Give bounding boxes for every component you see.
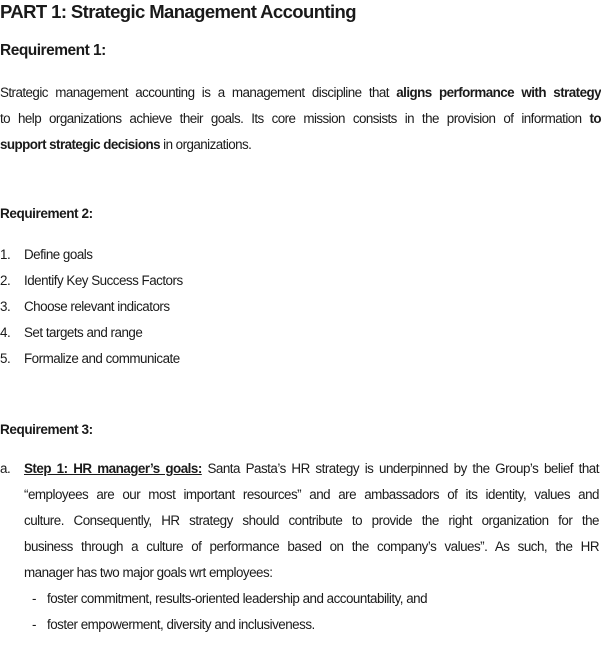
paragraph-line: culture. Consequently, HR strategy should contribute to provide the right organization for the	[24, 513, 599, 528]
paragraph-line	[0, 80, 601, 106]
list-item	[0, 268, 183, 294]
list-item	[0, 586, 427, 612]
requirement-3-heading: Requirement 3:	[0, 422, 93, 437]
text-run: Santa Pasta’s HR strategy is underpinned by the Group’s belief that	[201, 461, 599, 476]
list-item-label: Choose relevant indicators	[24, 299, 170, 314]
emphasis-text: aligns performance with strategy	[396, 85, 601, 100]
bullet-dash: -	[32, 591, 36, 606]
requirement-1-heading: Requirement 1:	[0, 42, 106, 59]
list-number: 2.	[0, 273, 11, 288]
steps-list	[0, 242, 183, 372]
goals-bullet-list	[0, 586, 427, 638]
list-number: 5.	[0, 351, 11, 366]
list-item-label: Set targets and range	[24, 325, 143, 340]
list-item	[0, 320, 183, 346]
requirement-2-heading: Requirement 2:	[0, 206, 93, 221]
text-run: Strategic management accounting is a management discipline that	[0, 85, 397, 100]
paragraph-line: business through a culture of performance based on the company’s values”. As such, the HR	[24, 539, 599, 554]
part-title: PART 1: Strategic Management Accounting	[0, 1, 356, 22]
list-number: 4.	[0, 325, 11, 340]
text-run: in organizations.	[160, 137, 252, 152]
list-marker: a.	[0, 461, 11, 476]
list-item	[0, 294, 183, 320]
paragraph-line	[0, 106, 601, 132]
list-number: 1.	[0, 247, 11, 262]
list-item-label: foster empowerment, diversity and inclusiveness.	[47, 617, 315, 632]
list-item-label: foster commitment, results-oriented leadership and accountability, and	[47, 591, 428, 606]
emphasis-text: to	[589, 111, 601, 126]
list-item-label: Identify Key Success Factors	[24, 273, 183, 288]
paragraph-line: “employees are our most important resources” and are ambassadors of its identity, values and	[24, 487, 599, 502]
emphasis-text: support strategic decisions	[0, 137, 161, 152]
list-item-label: Define goals	[24, 247, 93, 262]
list-item	[0, 612, 427, 638]
list-item	[0, 346, 183, 372]
paragraph-line	[0, 132, 601, 158]
paragraph-line: manager has two major goals wrt employees:	[24, 565, 273, 580]
paragraph-body	[24, 456, 599, 586]
requirement-1-paragraph	[0, 80, 601, 158]
paragraph-line	[24, 456, 599, 482]
text-run: to help organizations achieve their goals. Its core mission consists in the provision of information	[0, 111, 590, 126]
step-label: Step 1: HR manager’s goals:	[24, 461, 202, 476]
bullet-dash: -	[32, 617, 36, 632]
list-number: 3.	[0, 299, 11, 314]
list-item-label: Formalize and communicate	[24, 351, 180, 366]
list-item	[0, 242, 183, 268]
